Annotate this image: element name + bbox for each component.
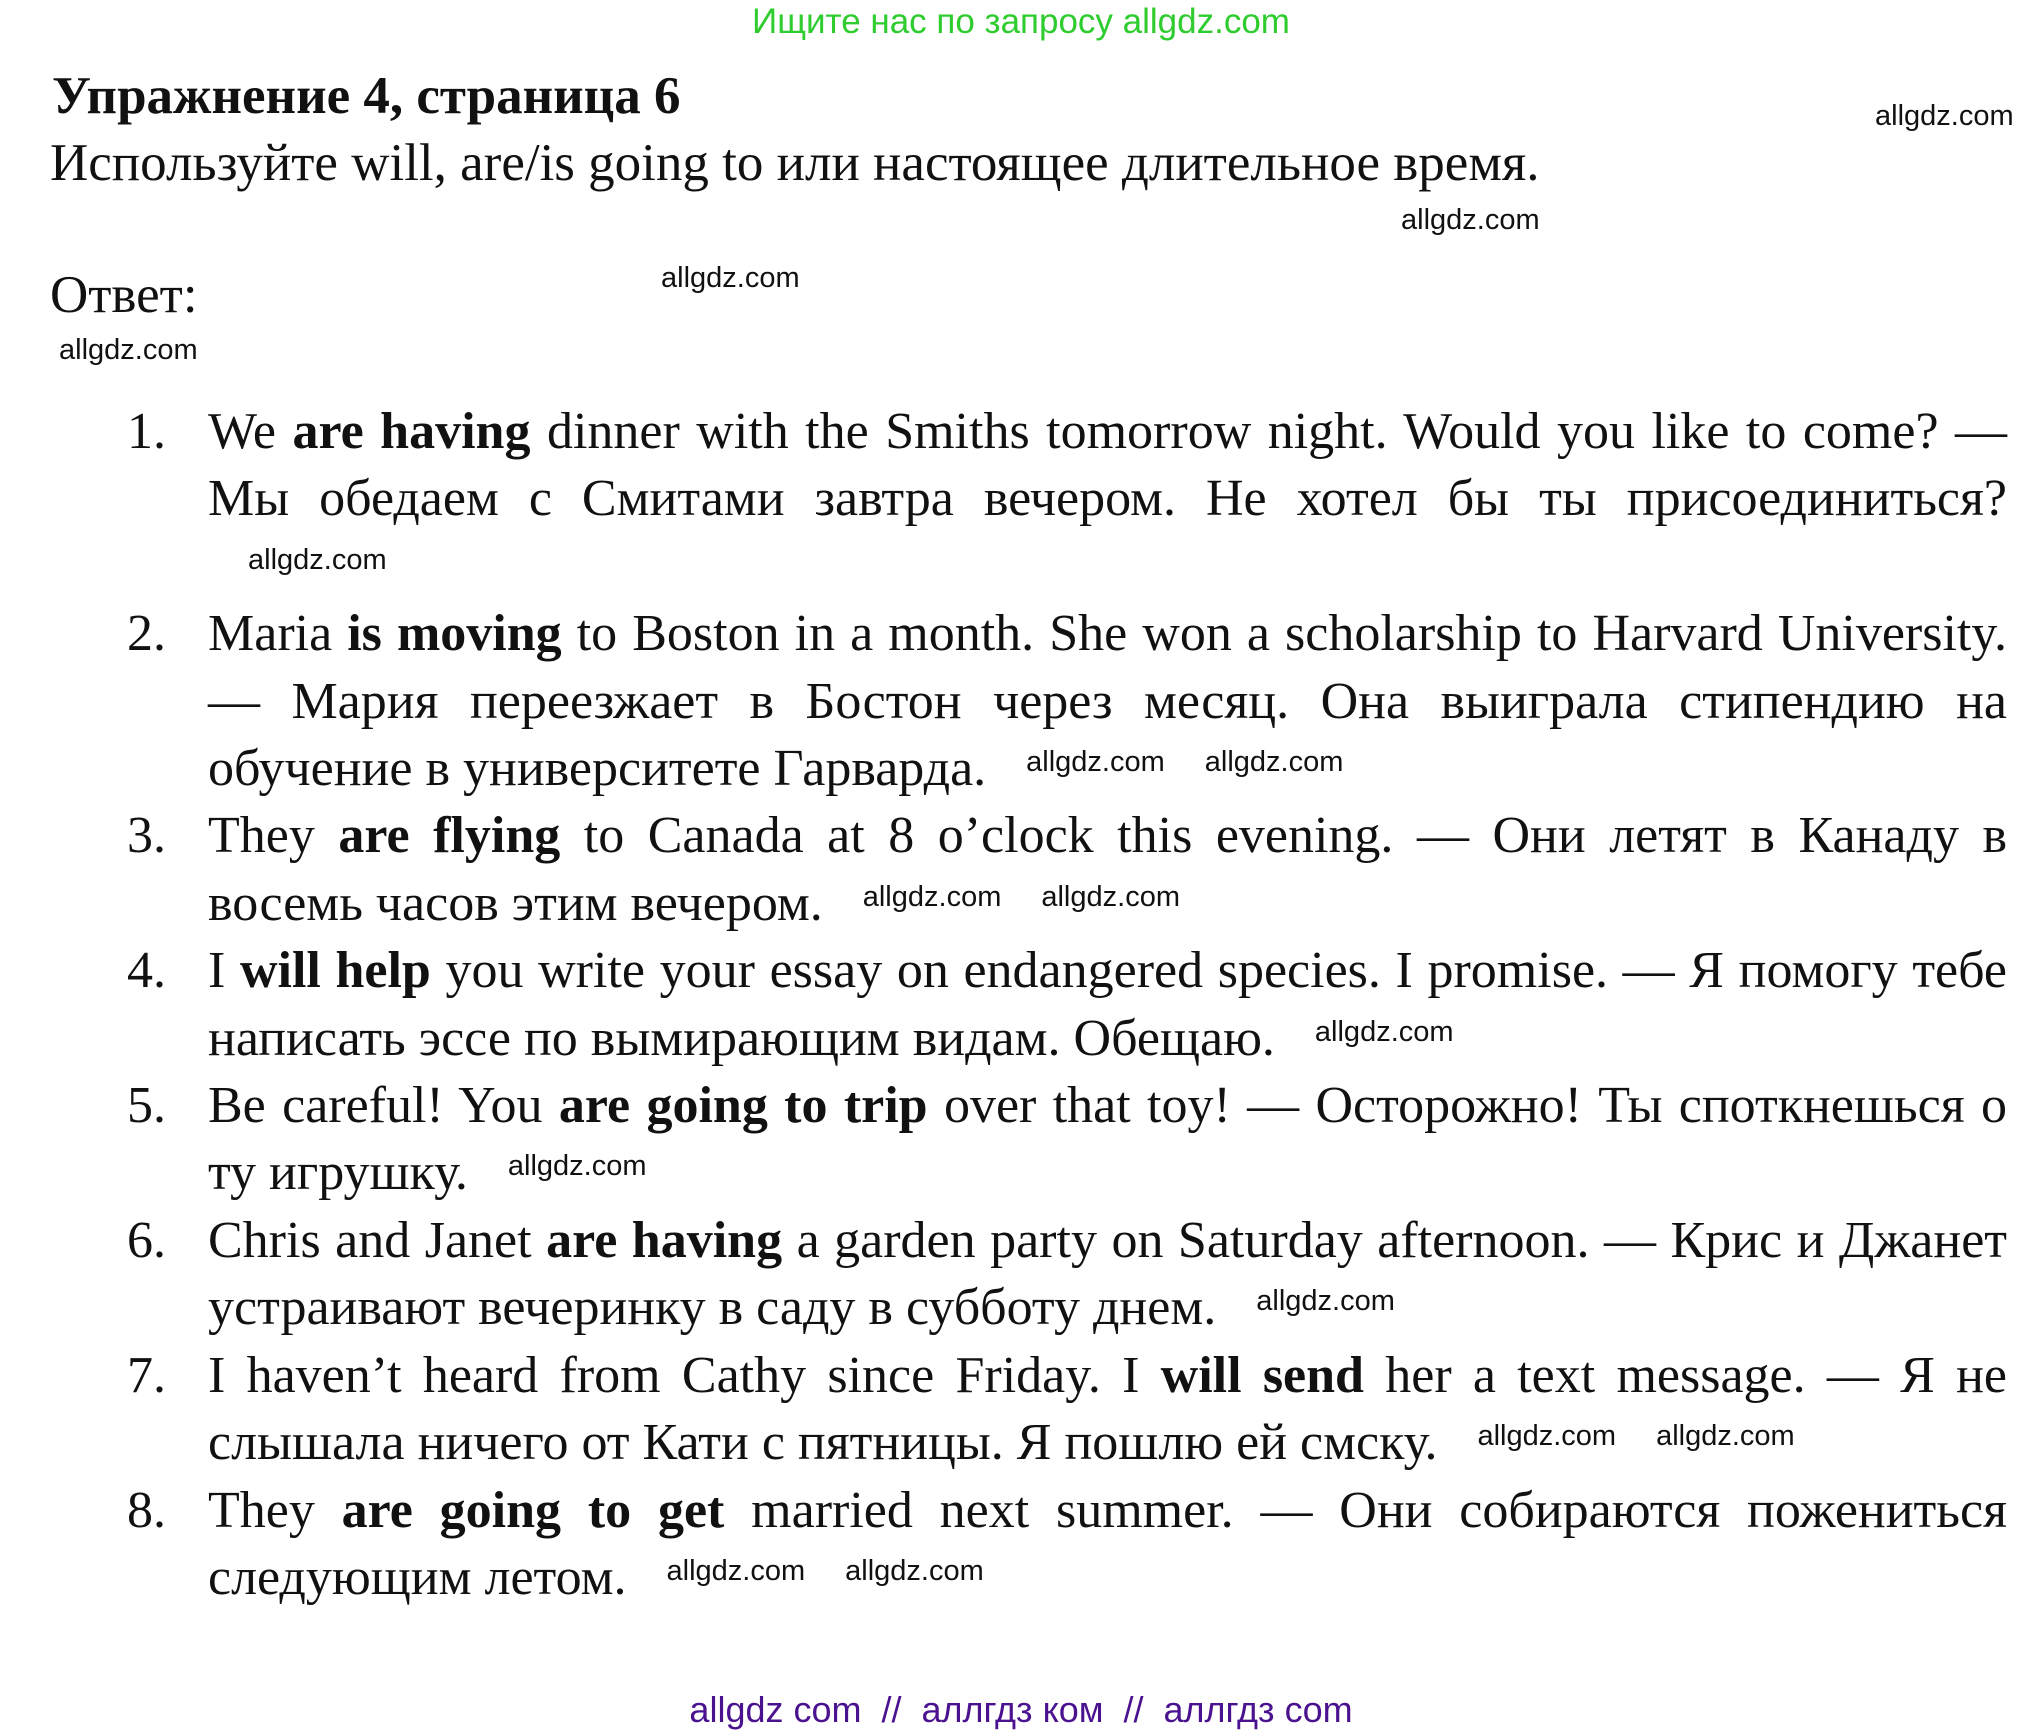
watermark: allgdz.com xyxy=(248,543,387,576)
item-text: her a text message. — Я не слышала ничего от Кати с пятницы. Я пошлю ей смску. xyxy=(208,1346,2007,1472)
watermark: allgdz.com xyxy=(1401,204,1540,236)
watermark: allgdz.com xyxy=(1026,746,1165,779)
answer-verb: are going to trip xyxy=(558,1077,928,1135)
item-text: to Boston in a month. She won a scholarship to Harvard University. — Мария переезжает в Бостон через месяц. Она выиграла стипендию на обучение в университете Гарварда. xyxy=(208,605,2007,798)
watermark: allgdz.com xyxy=(1041,880,1180,913)
item-number: 1. xyxy=(127,403,166,460)
top-banner: Ищите нас по запросу allgdz.com xyxy=(752,2,1290,41)
item-text: They xyxy=(208,807,339,865)
item-text: Chris and Janet xyxy=(208,1211,547,1269)
item-text: I haven’t heard from Cathy since Friday. I xyxy=(208,1346,1161,1404)
answer-verb: will send xyxy=(1160,1346,1364,1404)
watermark: allgdz.com xyxy=(1204,746,1344,779)
answer-verb: are having xyxy=(292,403,531,460)
item-number: 6. xyxy=(127,1211,166,1269)
item-text: you write your essay on endangered species. I promise. — Я помогу тебе написать эссе по вымирающим видам. Обещаю. xyxy=(208,942,2007,1067)
item-number: 2. xyxy=(127,605,166,663)
answer-verb: will help xyxy=(239,942,431,1000)
instruction: Используйте will, are/is going to или настоящее длительное время. xyxy=(50,134,1540,192)
item-number: 5. xyxy=(127,1077,166,1135)
answer-item xyxy=(127,398,2007,600)
item-text: to Canada at 8 o’clock this evening. — Они летят в Канаду в восемь часов этим вечером. xyxy=(208,807,2008,932)
answer-verb: are going to get xyxy=(341,1481,725,1539)
footer-links: allgdz com // аллгдз ком // аллгдз com xyxy=(689,1689,1353,1730)
item-number: 4. xyxy=(127,942,166,1000)
item-text: We xyxy=(208,403,293,460)
item-text: Be careful! You xyxy=(208,1077,559,1135)
answer-item xyxy=(127,1342,2007,1477)
answer-verb: are flying xyxy=(338,807,561,865)
watermark: allgdz.com xyxy=(1875,100,2014,132)
watermark: allgdz.com xyxy=(661,262,800,294)
watermark: allgdz.com xyxy=(507,1150,647,1183)
watermark: allgdz.com xyxy=(59,334,198,366)
answer-item xyxy=(127,1207,2007,1342)
item-text: married next summer. — Они собираются пожениться следующим летом. xyxy=(208,1481,2007,1606)
watermark: allgdz.com xyxy=(666,1554,806,1587)
item-number: 8. xyxy=(127,1481,166,1539)
answer-item xyxy=(127,1072,2007,1207)
answer-item xyxy=(127,1477,2007,1612)
item-text: a garden party on Saturday afternoon. — Крис и Джанет устраивают вечеринку в саду в субботу днем. xyxy=(208,1211,2007,1337)
item-text: Maria xyxy=(208,605,348,663)
answer-list xyxy=(127,398,2007,1611)
answer-verb: are having xyxy=(546,1211,783,1269)
item-text: over that toy! — Осторожно! Ты споткнешься о ту игрушку. xyxy=(208,1077,2007,1202)
item-number: 7. xyxy=(127,1346,166,1404)
watermark: allgdz.com xyxy=(1314,1015,1454,1048)
answer-item xyxy=(127,937,2007,1072)
item-text: I xyxy=(208,942,240,1000)
watermark: allgdz.com xyxy=(1656,1420,1795,1453)
item-number: 3. xyxy=(127,807,166,865)
watermark: allgdz.com xyxy=(862,880,1002,913)
watermark: allgdz.com xyxy=(845,1554,984,1587)
answer-label: Ответ: xyxy=(50,266,198,324)
answer-item xyxy=(127,600,2007,802)
answer-item xyxy=(127,802,2007,937)
item-text: They xyxy=(208,1481,342,1539)
page-title: Упражнение 4, страница 6 xyxy=(52,67,681,125)
item-text: dinner with the Smiths tomorrow night. Would you like to come? — Мы обедаем с Смитами завтра вечером. Не хотел бы ты присоединиться? xyxy=(208,403,2007,528)
answer-verb: is moving xyxy=(347,605,562,663)
watermark: allgdz.com xyxy=(1256,1285,1395,1318)
watermark: allgdz.com xyxy=(1477,1420,1617,1453)
